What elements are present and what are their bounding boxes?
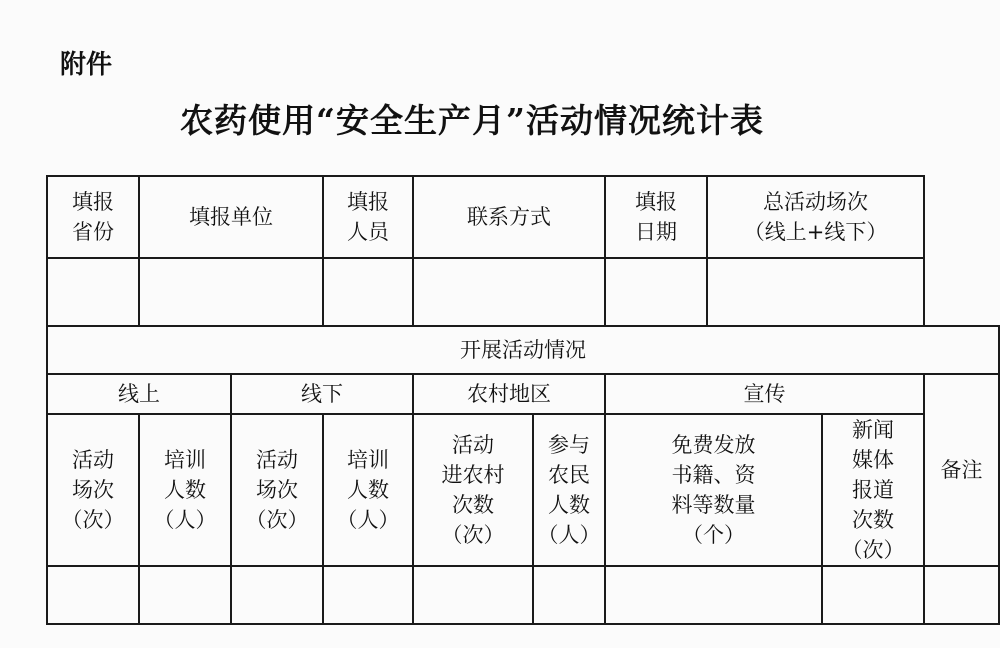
online-sessions-input-cell[interactable] bbox=[47, 566, 139, 624]
column-online-trainees: 培训 人数 （人） bbox=[139, 414, 231, 566]
offline-trainees-input-cell[interactable] bbox=[323, 566, 413, 624]
header-person: 填报 人员 bbox=[323, 176, 413, 258]
column-media-reports: 新闻 媒体 报道 次数 （次） bbox=[822, 414, 924, 566]
column-online-sessions: 活动 场次 （次） bbox=[47, 414, 139, 566]
column-rural-visits: 活动 进农村 次数 （次） bbox=[413, 414, 533, 566]
free-materials-input-cell[interactable] bbox=[605, 566, 822, 624]
column-remarks: 备注 bbox=[924, 374, 999, 566]
data-input-row bbox=[47, 566, 999, 624]
offline-sessions-input-cell[interactable] bbox=[231, 566, 323, 624]
header-total-sessions: 总活动场次 （线上+线下） bbox=[707, 176, 924, 258]
group-publicity: 宣传 bbox=[605, 374, 924, 414]
section-row bbox=[47, 326, 999, 374]
header-row bbox=[47, 176, 999, 258]
page-title: 农药使用“安全生产月”活动情况统计表 bbox=[180, 101, 764, 140]
online-trainees-input-cell[interactable] bbox=[139, 566, 231, 624]
province-input-cell[interactable] bbox=[47, 258, 139, 326]
header-contact: 联系方式 bbox=[413, 176, 605, 258]
column-offline-trainees: 培训 人数 （人） bbox=[323, 414, 413, 566]
unit-input-cell[interactable] bbox=[139, 258, 323, 326]
column-row bbox=[47, 414, 999, 566]
group-rural: 农村地区 bbox=[413, 374, 605, 414]
rural-visits-input-cell[interactable] bbox=[413, 566, 533, 624]
group-offline: 线下 bbox=[231, 374, 413, 414]
column-offline-sessions: 活动 场次 （次） bbox=[231, 414, 323, 566]
person-input-cell[interactable] bbox=[323, 258, 413, 326]
header-date: 填报 日期 bbox=[605, 176, 707, 258]
column-rural-farmers: 参与 农民 人数 （人） bbox=[533, 414, 605, 566]
header-province: 填报 省份 bbox=[47, 176, 139, 258]
section-title: 开展活动情况 bbox=[47, 326, 999, 374]
header-input-row bbox=[47, 258, 999, 326]
header-unit: 填报单位 bbox=[139, 176, 323, 258]
date-input-cell[interactable] bbox=[605, 258, 707, 326]
contact-input-cell[interactable] bbox=[413, 258, 605, 326]
media-reports-input-cell[interactable] bbox=[822, 566, 924, 624]
group-online: 线上 bbox=[47, 374, 231, 414]
total-sessions-input-cell[interactable] bbox=[707, 258, 924, 326]
statistics-table bbox=[46, 175, 1000, 625]
group-row bbox=[47, 374, 999, 414]
remarks-input-cell[interactable] bbox=[924, 566, 999, 624]
rural-farmers-input-cell[interactable] bbox=[533, 566, 605, 624]
column-free-materials: 免费发放 书籍、资 料等数量 （个） bbox=[605, 414, 822, 566]
attachment-label: 附件 bbox=[60, 50, 113, 80]
